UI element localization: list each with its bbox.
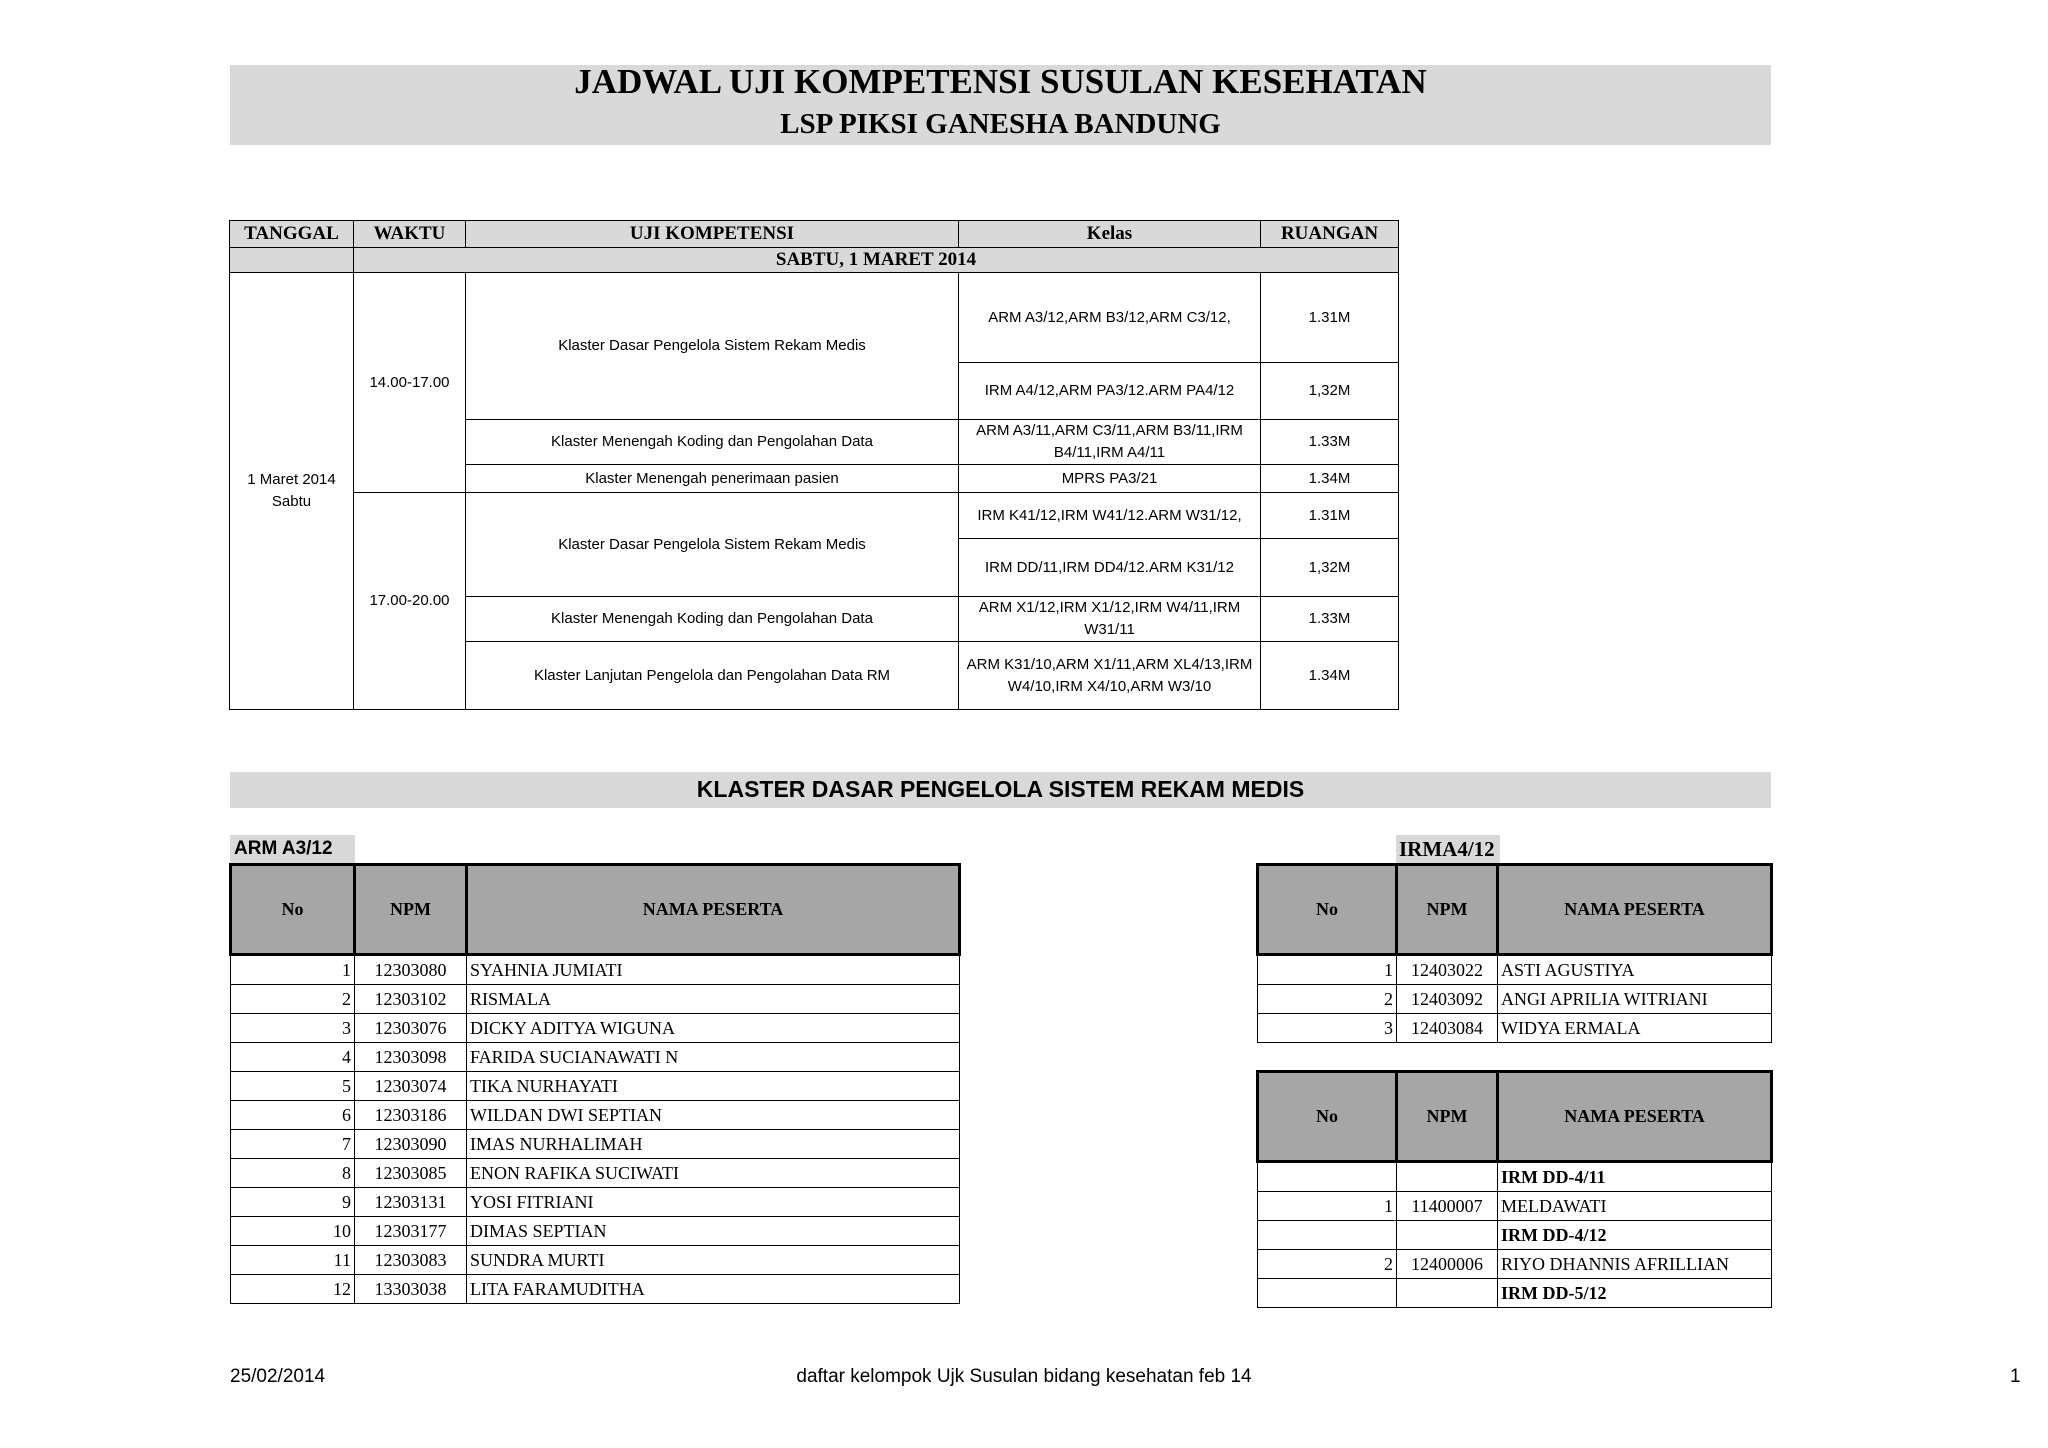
row-number: 1 (1258, 955, 1397, 985)
row-number: 4 (231, 1043, 355, 1072)
npm-cell (1397, 1279, 1498, 1308)
participant-name: RIYO DHANNIS AFRILLIAN (1498, 1250, 1772, 1279)
header-npm: NPM (355, 865, 467, 955)
row-number: 7 (231, 1130, 355, 1159)
row-number: 6 (231, 1101, 355, 1130)
participant-name: ANGI APRILIA WITRIANI (1498, 985, 1772, 1014)
npm-cell (1397, 1162, 1498, 1192)
table-row (231, 1217, 960, 1246)
footer-title: daftar kelompok Ujk Susulan bidang kesehatan feb 14 (796, 1366, 1252, 1387)
page-title: JADWAL UJI KOMPETENSI SUSULAN KESEHATAN (574, 62, 1427, 101)
competency-cell: Klaster Dasar Pengelola Sistem Rekam Medis (466, 273, 959, 420)
npm-cell: 12303083 (355, 1246, 467, 1275)
table-row (231, 985, 960, 1014)
header-tanggal: TANGGAL (230, 221, 354, 248)
participant-name: WIDYA ERMALA (1498, 1014, 1772, 1043)
group-subheader-row (1258, 1221, 1772, 1250)
participant-name: RISMALA (467, 985, 960, 1014)
header-nama-peserta: NAMA PESERTA (467, 865, 960, 955)
footer-date: 25/02/2014 (230, 1366, 326, 1387)
day-row-blank (230, 248, 354, 273)
competency-cell: Klaster Lanjutan Pengelola dan Pengolahan Data RM (466, 642, 959, 710)
table-row (1258, 955, 1772, 985)
day-label: SABTU, 1 MARET 2014 (354, 248, 1399, 273)
group-code: IRM DD-4/12 (1498, 1221, 1772, 1250)
header-no: No (231, 865, 355, 955)
npm-cell: 12303085 (355, 1159, 467, 1188)
kelas-cell: ARM K31/10,ARM X1/11,ARM XL4/13,IRM W4/10,IRM X4/10,ARM W3/10 (959, 642, 1261, 710)
row-number (1258, 1279, 1397, 1308)
competency-cell: Klaster Dasar Pengelola Sistem Rekam Medis (466, 493, 959, 597)
npm-cell: 12303076 (355, 1014, 467, 1043)
table-row (231, 1101, 960, 1130)
time-slot-1: 14.00-17.00 (354, 273, 466, 493)
group-label-right: IRMA4/12 (1396, 835, 1500, 863)
participant-name: IMAS NURHALIMAH (467, 1130, 960, 1159)
row-number: 5 (231, 1072, 355, 1101)
table-row (231, 1246, 960, 1275)
npm-cell: 12303090 (355, 1130, 467, 1159)
npm-cell: 12303131 (355, 1188, 467, 1217)
npm-cell: 12303177 (355, 1217, 467, 1246)
npm-cell (1397, 1221, 1498, 1250)
room-cell: 1.31M (1261, 273, 1399, 363)
room-cell: 1.31M (1261, 493, 1399, 539)
table-row (231, 1188, 960, 1217)
participant-table-right-2 (1256, 1070, 1773, 1308)
kelas-cell: IRM K41/12,IRM W41/12.ARM W31/12, (959, 493, 1261, 539)
competency-cell: Klaster Menengah Koding dan Pengolahan Data (466, 420, 959, 465)
npm-cell: 11400007 (1397, 1192, 1498, 1221)
room-cell: 1,32M (1261, 363, 1399, 420)
table-row (231, 1072, 960, 1101)
group-subheader-row (1258, 1279, 1772, 1308)
table-row (1258, 985, 1772, 1014)
row-number: 11 (231, 1246, 355, 1275)
row-number: 1 (231, 955, 355, 985)
group-label-left: ARM A3/12 (230, 835, 355, 863)
table-row (1258, 1192, 1772, 1221)
header-ruangan: RUANGAN (1261, 221, 1399, 248)
room-cell: 1,32M (1261, 539, 1399, 597)
header-uji-kompetensi: UJI KOMPETENSI (466, 221, 959, 248)
row-number: 3 (1258, 1014, 1397, 1043)
table-row (231, 1014, 960, 1043)
npm-cell: 12400006 (1397, 1250, 1498, 1279)
npm-cell: 12403022 (1397, 955, 1498, 985)
kelas-cell: IRM DD/11,IRM DD4/12.ARM K31/12 (959, 539, 1261, 597)
group-code: IRM DD-5/12 (1498, 1279, 1772, 1308)
kelas-cell: ARM A3/12,ARM B3/12,ARM C3/12, (959, 273, 1261, 363)
kelas-cell: IRM A4/12,ARM PA3/12.ARM PA4/12 (959, 363, 1261, 420)
participant-name: ASTI AGUSTIYA (1498, 955, 1772, 985)
schedule-row (230, 493, 1399, 539)
npm-cell: 12303074 (355, 1072, 467, 1101)
row-number: 10 (231, 1217, 355, 1246)
header-nama-peserta: NAMA PESERTA (1498, 865, 1772, 955)
header-nama-peserta: NAMA PESERTA (1498, 1072, 1772, 1162)
time-slot-2: 17.00-20.00 (354, 493, 466, 710)
npm-cell: 12403084 (1397, 1014, 1498, 1043)
participant-name: ENON RAFIKA SUCIWATI (467, 1159, 960, 1188)
row-number (1258, 1162, 1397, 1192)
header-kelas: Kelas (959, 221, 1261, 248)
section-title: KLASTER DASAR PENGELOLA SISTEM REKAM MEDIS (696, 776, 1305, 802)
row-number (1258, 1221, 1397, 1250)
npm-cell: 12303102 (355, 985, 467, 1014)
participant-name: TIKA NURHAYATI (467, 1072, 960, 1101)
participant-name: SUNDRA MURTI (467, 1246, 960, 1275)
npm-cell: 12303186 (355, 1101, 467, 1130)
day-line: Sabtu (271, 493, 312, 510)
participant-name: SYAHNIA JUMIATI (467, 955, 960, 985)
participant-name: LITA FARAMUDITHA (467, 1275, 960, 1304)
date-cell (230, 273, 354, 710)
header-no: No (1258, 1072, 1397, 1162)
day-row (230, 248, 1399, 273)
header-no: No (1258, 865, 1397, 955)
room-cell: 1.33M (1261, 597, 1399, 642)
date-line: 1 Maret 2014 (247, 471, 336, 488)
row-number: 3 (231, 1014, 355, 1043)
kelas-cell: MPRS PA3/21 (959, 465, 1261, 493)
kelas-cell: ARM X1/12,IRM X1/12,IRM W4/11,IRM W31/11 (959, 597, 1261, 642)
table-row (1258, 1014, 1772, 1043)
participant-name: MELDAWATI (1498, 1192, 1772, 1221)
page-subtitle: LSP PIKSI GANESHA BANDUNG (780, 108, 1221, 140)
table-row (1258, 1250, 1772, 1279)
table-row (231, 955, 960, 985)
page-number: 1 (2010, 1366, 2021, 1387)
participant-header-row (1258, 865, 1772, 955)
participant-name: YOSI FITRIANI (467, 1188, 960, 1217)
row-number: 2 (1258, 985, 1397, 1014)
competency-cell: Klaster Menengah penerimaan pasien (466, 465, 959, 493)
table-row (231, 1130, 960, 1159)
participant-header-row (231, 865, 960, 955)
row-number: 2 (1258, 1250, 1397, 1279)
table-row (231, 1043, 960, 1072)
group-subheader-row (1258, 1162, 1772, 1192)
participant-name: DIMAS SEPTIAN (467, 1217, 960, 1246)
header-waktu: WAKTU (354, 221, 466, 248)
participant-name: WILDAN DWI SEPTIAN (467, 1101, 960, 1130)
participant-header-row (1258, 1072, 1772, 1162)
group-code: IRM DD-4/11 (1498, 1162, 1772, 1192)
npm-cell: 12403092 (1397, 985, 1498, 1014)
schedule-row (230, 273, 1399, 363)
row-number: 9 (231, 1188, 355, 1217)
row-number: 1 (1258, 1192, 1397, 1221)
room-cell: 1.33M (1261, 420, 1399, 465)
row-number: 2 (231, 985, 355, 1014)
table-row (231, 1159, 960, 1188)
kelas-cell: ARM A3/11,ARM C3/11,ARM B3/11,IRM B4/11,IRM A4/11 (959, 420, 1261, 465)
competency-cell: Klaster Menengah Koding dan Pengolahan Data (466, 597, 959, 642)
npm-cell: 12303080 (355, 955, 467, 985)
npm-cell: 12303098 (355, 1043, 467, 1072)
participant-name: DICKY ADITYA WIGUNA (467, 1014, 960, 1043)
participant-table-right-1 (1256, 863, 1773, 1043)
row-number: 12 (231, 1275, 355, 1304)
room-cell: 1.34M (1261, 465, 1399, 493)
participant-name: FARIDA SUCIANAWATI N (467, 1043, 960, 1072)
header-npm: NPM (1397, 865, 1498, 955)
room-cell: 1.34M (1261, 642, 1399, 710)
schedule-table (229, 220, 1399, 710)
participant-table-left (229, 863, 961, 1304)
npm-cell: 13303038 (355, 1275, 467, 1304)
row-number: 8 (231, 1159, 355, 1188)
header-npm: NPM (1397, 1072, 1498, 1162)
table-row (231, 1275, 960, 1304)
schedule-header-row (230, 221, 1399, 248)
